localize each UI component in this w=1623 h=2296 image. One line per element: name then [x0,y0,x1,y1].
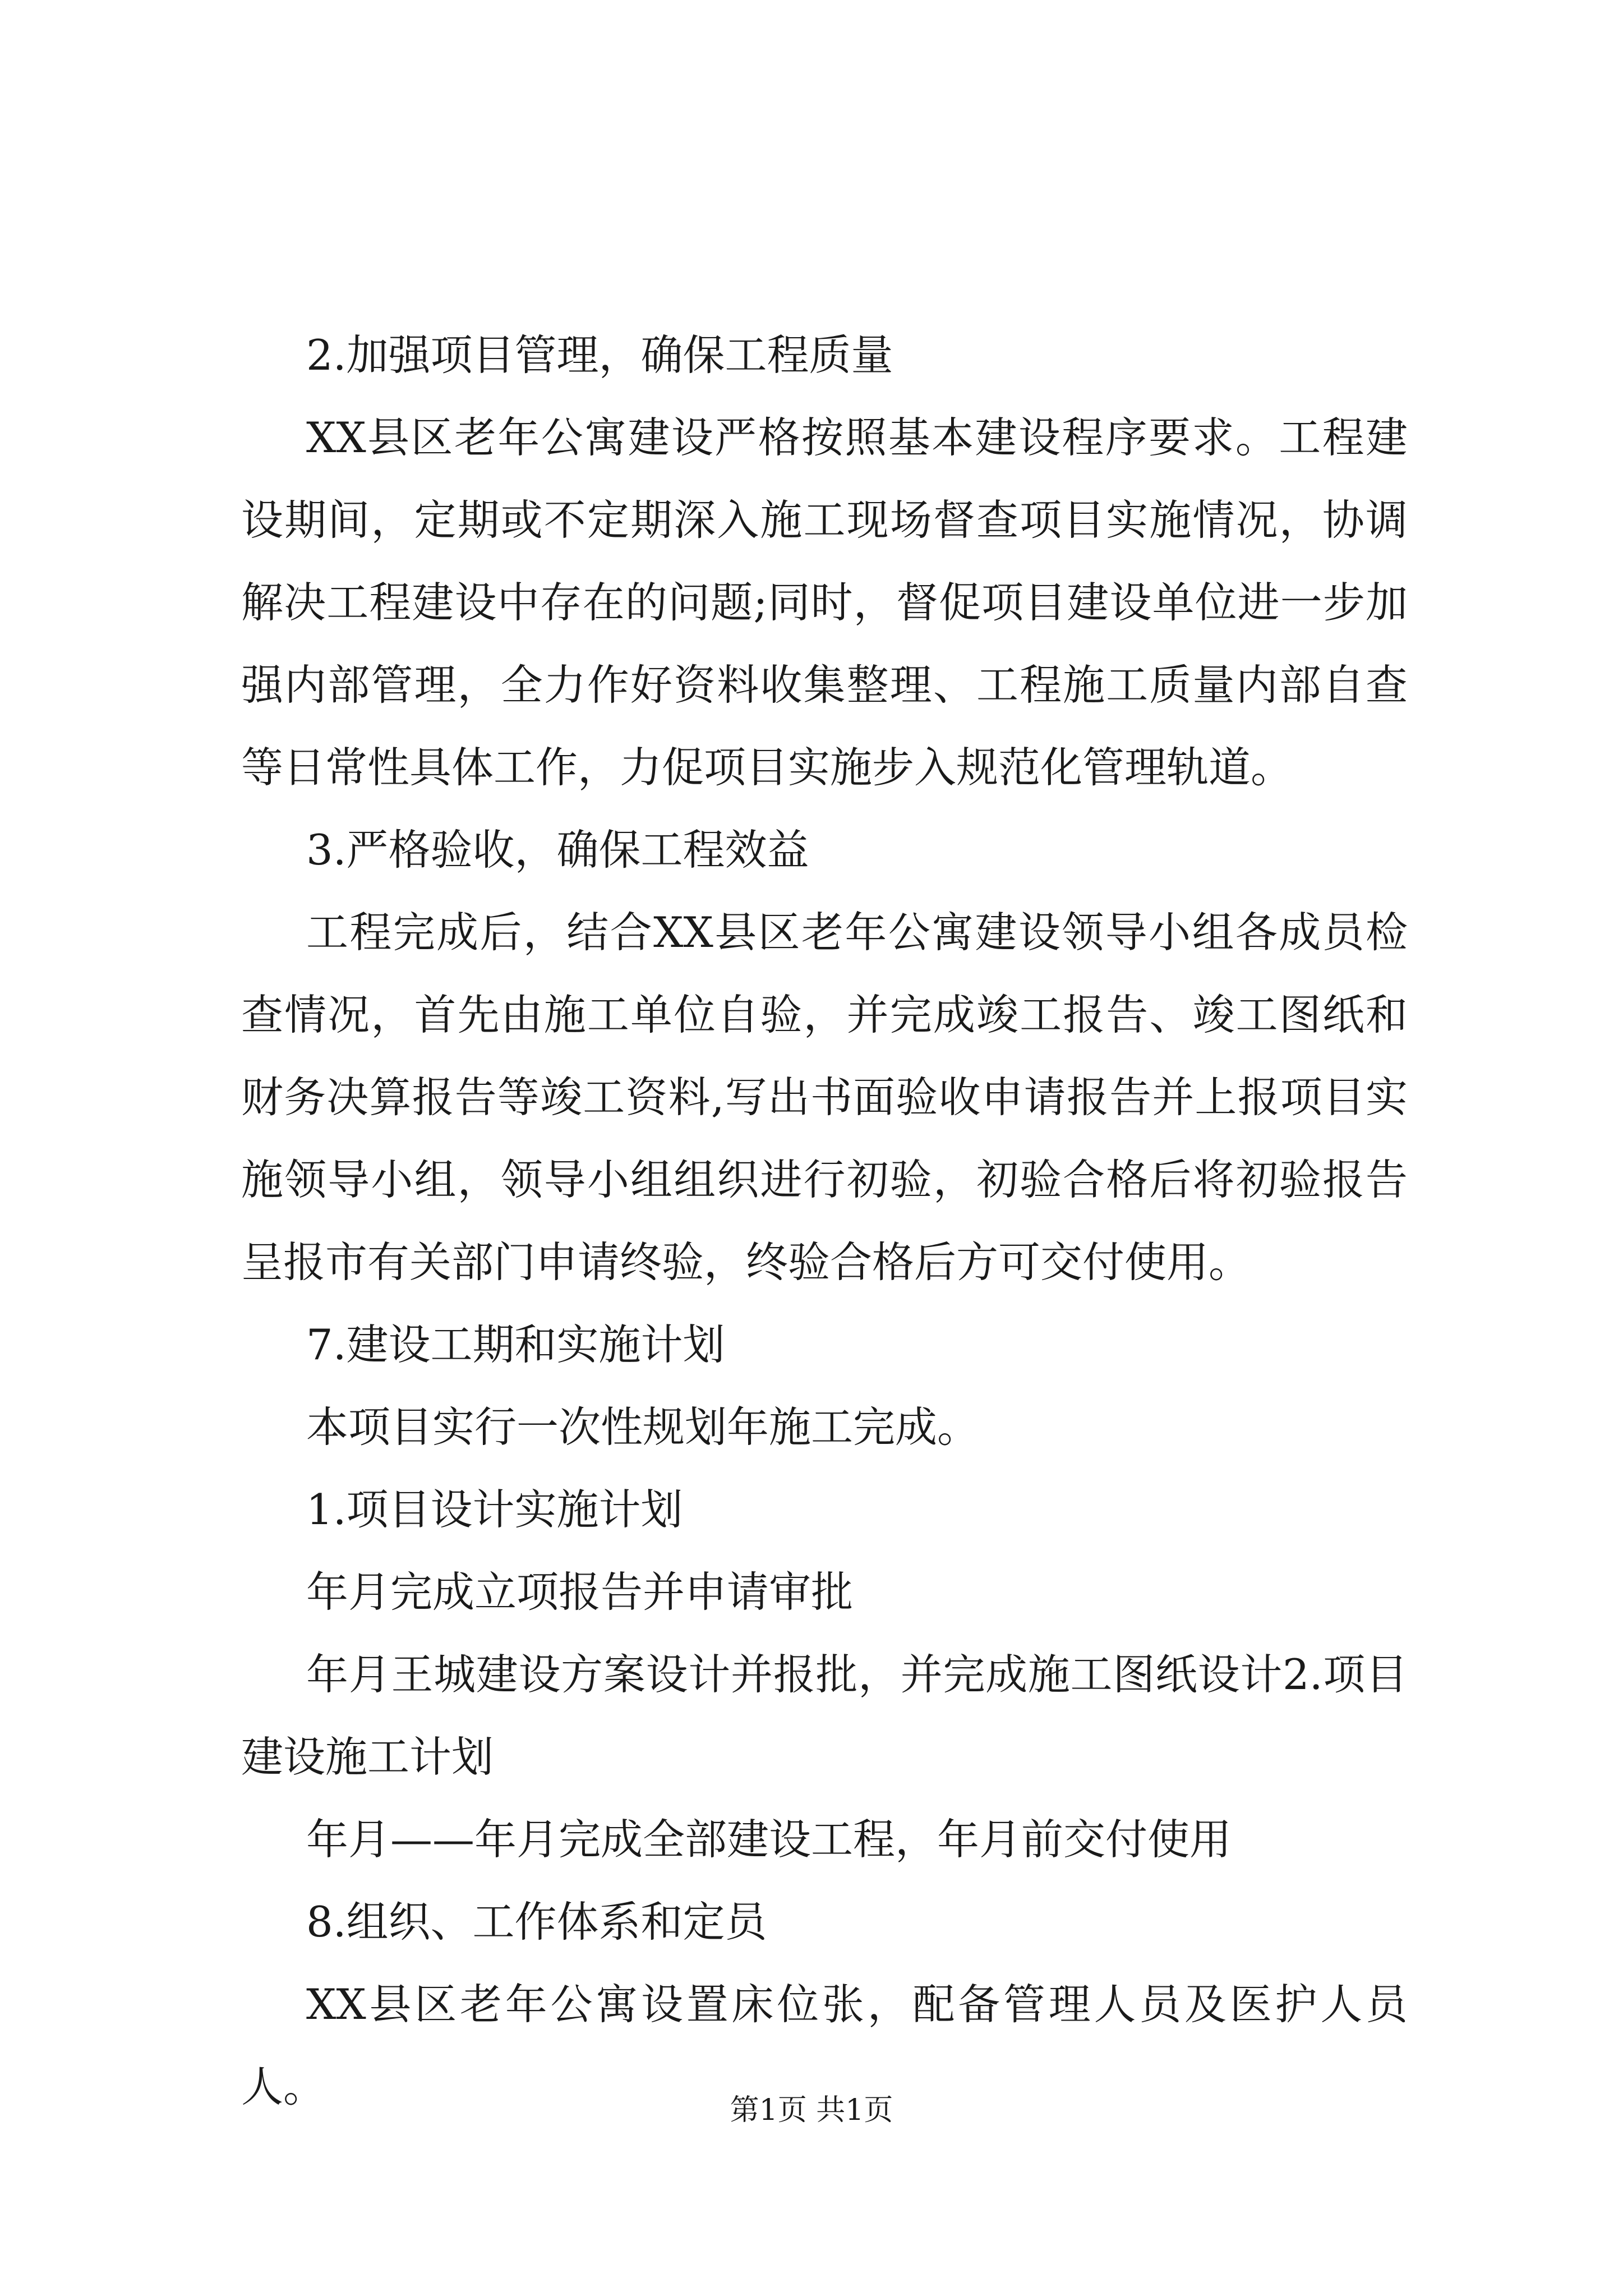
paragraph-construction-plan: 年月——年月完成全部建设工程，年月前交付使用 [306,1815,1232,1864]
heading-organization: 8.组织、工作体系和定员 [306,1897,767,1947]
paragraph-project-management: XX县区老年公寓建设严格按照基本建设程序要求。工程建设期间，定期或不定期深入施工现场督查项目实施情况，协调解决工程建设中存在的问题;同时，督促项目建设单位进一步加强内部管理，全力作好资料收集整理、工程施工质量内部自查等日常性具体工作，力促项目实施步入规范化管理轨道。 [241,413,1408,792]
page-footer: 第1页 共1页 [730,2093,893,2127]
document-body [241,314,1408,2128]
paragraph-schedule: 本项目实行一次性规划年施工完成。 [306,1402,980,1452]
heading-design-plan: 1.项目设计实施计划 [306,1485,683,1534]
paragraph-design-plan-2: 年月王城建设方案设计并报批，并完成施工图纸设计2.项目建设施工计划 [241,1650,1408,1782]
heading-acceptance: 3.严格验收，确保工程效益 [306,825,809,875]
heading-schedule: 7.建设工期和实施计划 [306,1320,725,1369]
heading-project-management: 2.加强项目管理，确保工程质量 [306,330,893,380]
paragraph-acceptance: 工程完成后，结合XX县区老年公寓建设领导小组各成员检查情况，首先由施工单位自验，并完成竣工报告、竣工图纸和财务决算报告等竣工资料,写出书面验收申请报告并上报项目实施领导小组，领导小组组织进行初验，初验合格后将初验报告呈报市有关部门申请终验，终验合格后方可交付使用。 [241,908,1408,1287]
paragraph-design-plan-1: 年月完成立项报告并申请审批 [306,1567,854,1617]
paragraph-organization: XX县区老年公寓设置床位张，配备管理人员及医护人员人。 [241,1980,1408,2111]
